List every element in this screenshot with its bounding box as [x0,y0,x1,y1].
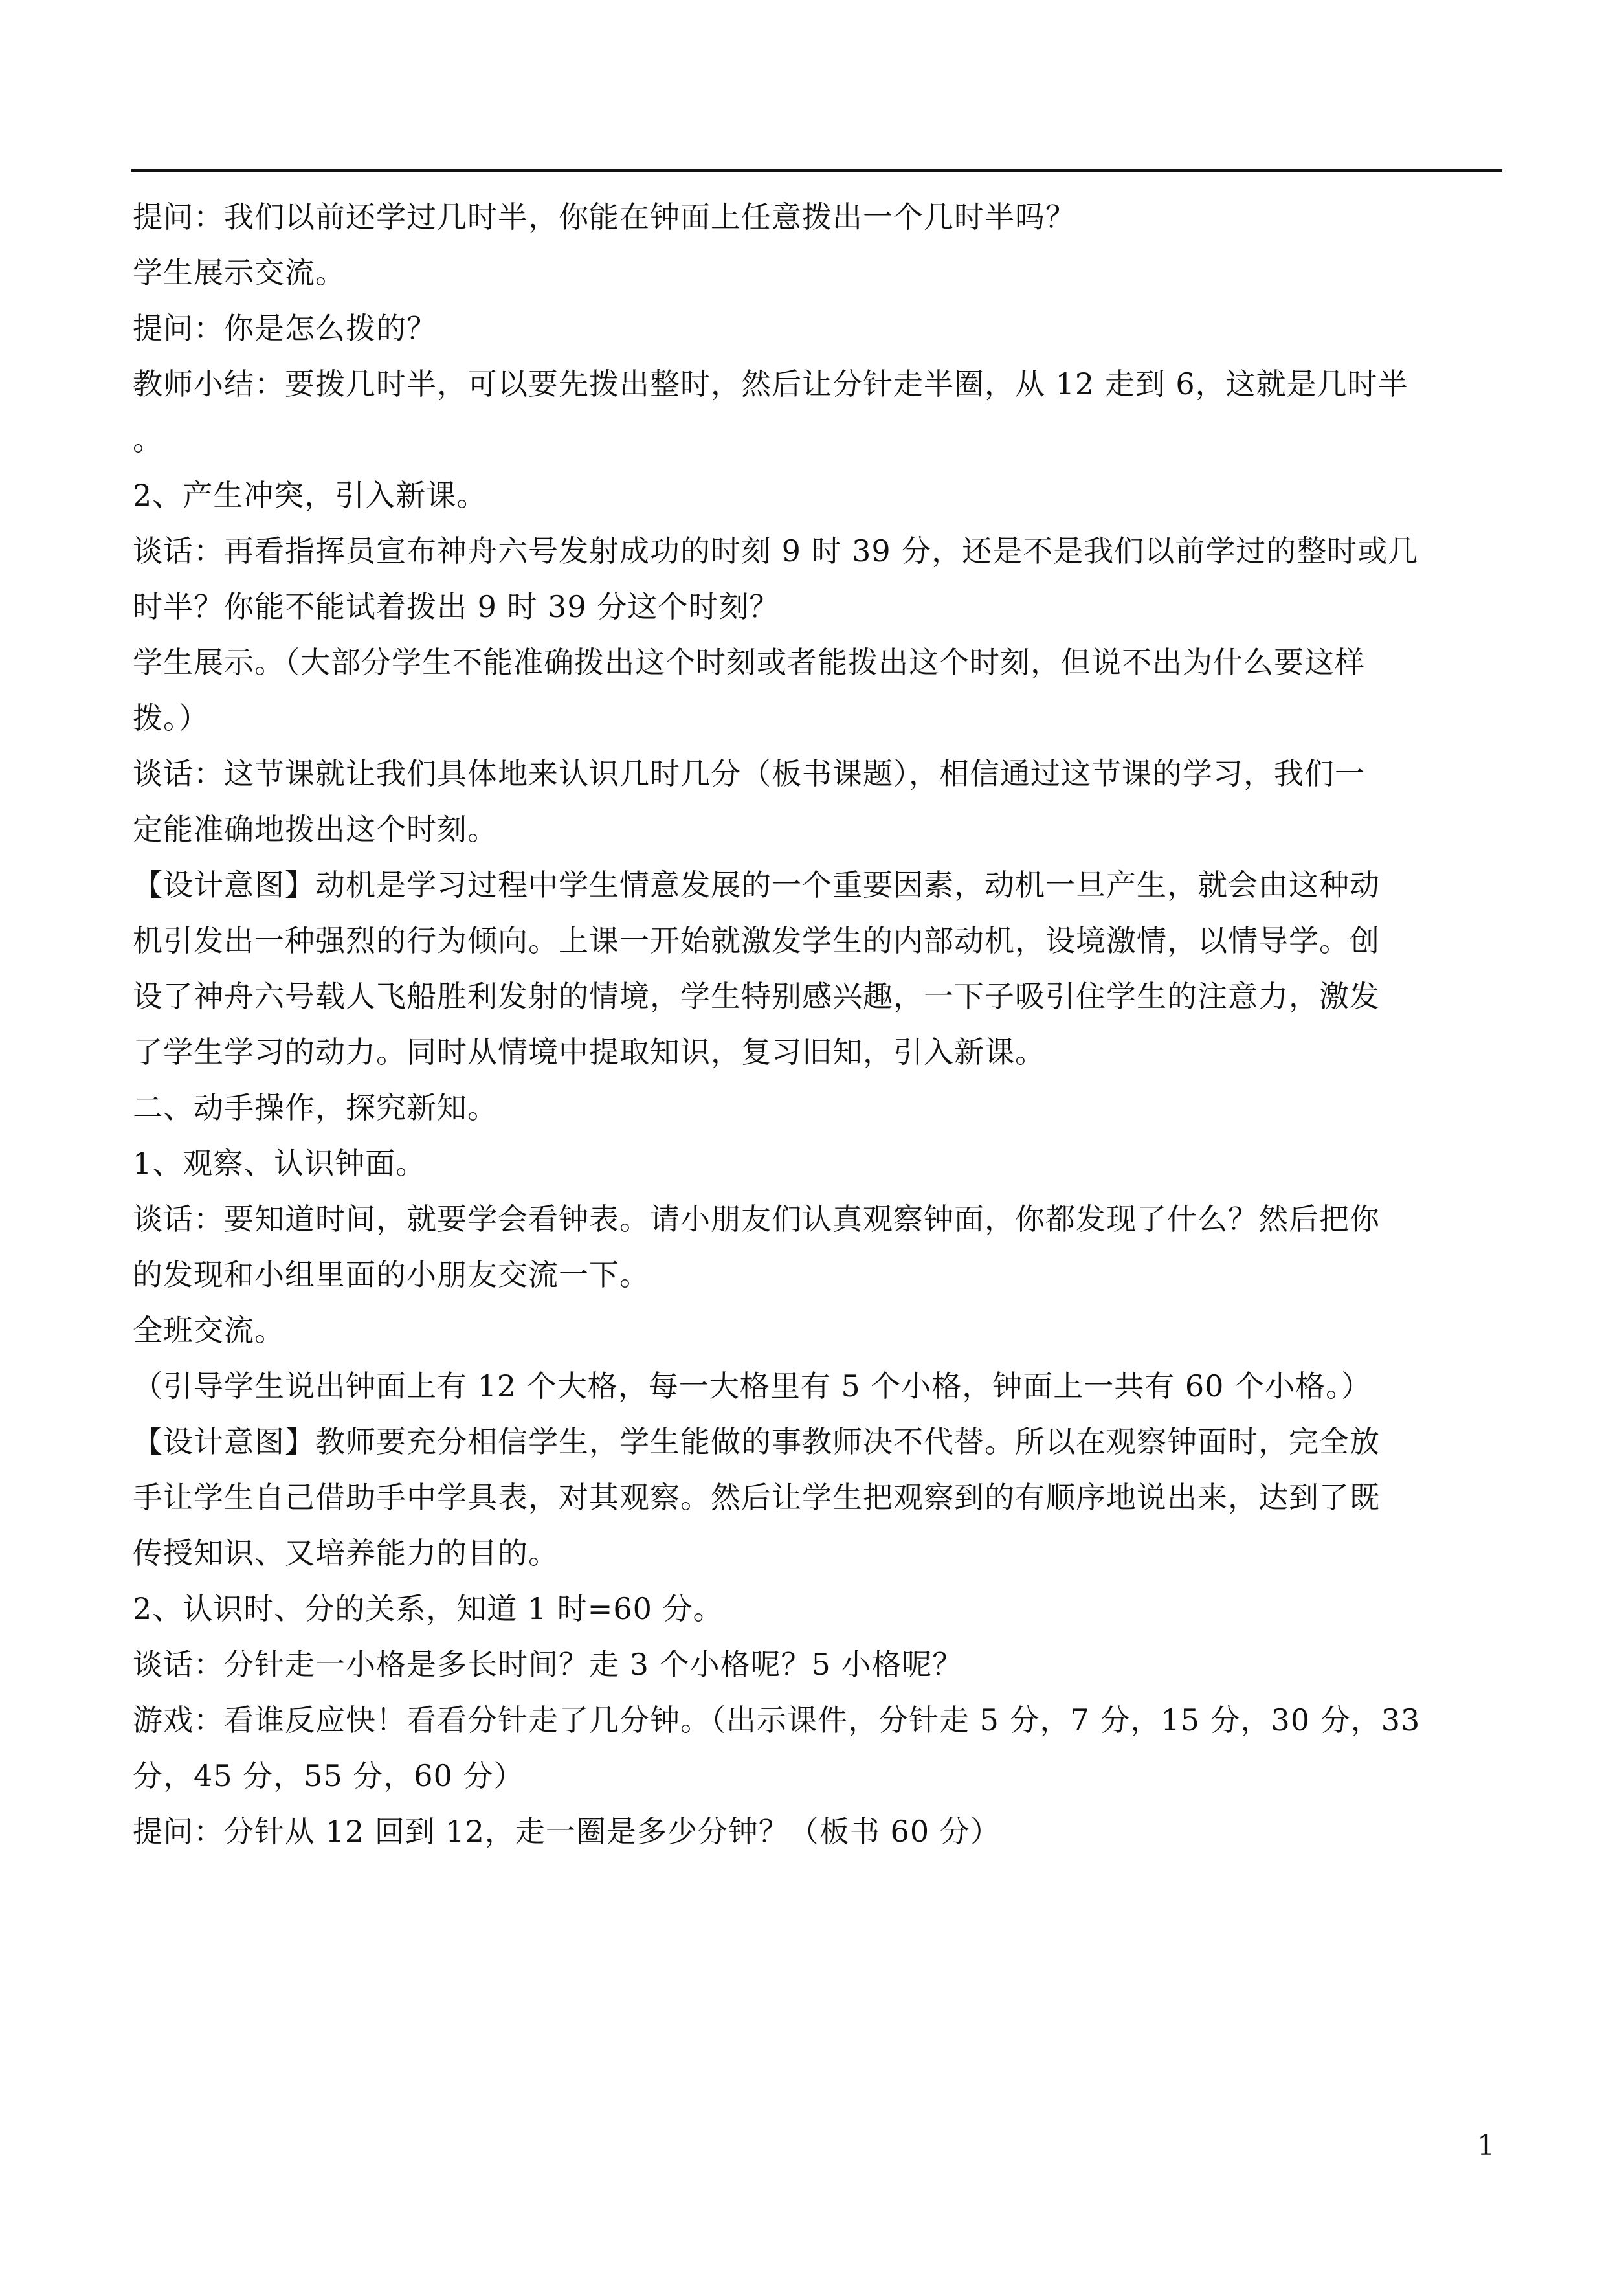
text-line: 学生展示交流。 [133,255,346,290]
text-line: （引导学生说出钟面上有 12 个大格，每一大格里有 5 个小格，钟面上一共有 60 个小格。） [133,1369,1372,1404]
design-intent-line: 【设计意图】教师要充分相信学生，学生能做的事教师决不代替。所以在观察钟面时，完全放 [133,1424,1380,1459]
text-line: 谈话：这节课就让我们具体地来认识几时几分（板书课题），相信通过这节课的学习，我们一 [133,756,1365,791]
section-heading: 二、动手操作，探究新知。 [133,1090,498,1125]
design-intent-line: 机引发出一种强烈的行为倾向。上课一开始就激发学生的内部动机，设境激情，以情导学。创 [133,923,1380,958]
header-rule [131,169,1502,172]
section-heading: 2、产生冲突，引入新课。 [133,478,487,513]
text-line: 提问：你是怎么拨的？ [133,311,437,346]
text-line: 分，45 分，55 分，60 分） [133,1758,524,1793]
section-heading: 2、认识时、分的关系，知道 1 时=60 分。 [133,1591,724,1626]
text-line: 谈话：分针走一小格是多长时间？走 3 个小格呢？5 小格呢？ [133,1647,963,1682]
document-body [133,189,1505,1859]
design-intent-line: 了学生学习的动力。同时从情境中提取知识，复习旧知，引入新课。 [133,1035,1045,1069]
text-line: 谈话：再看指挥员宣布神舟六号发射成功的时刻 9 时 39 分，还是不是我们以前学过的整时或几 [133,533,1419,568]
text-line: 提问：分针从 12 回到 12，走一圈是多少分钟？（板书 60 分） [133,1814,1001,1849]
text-line: 提问：我们以前还学过几时半，你能在钟面上任意拨出一个几时半吗？ [133,199,1076,234]
design-intent-line: 设了神舟六号载人飞船胜利发射的情境，学生特别感兴趣，一下子吸引住学生的注意力，激发 [133,979,1380,1014]
text-line: 学生展示。（大部分学生不能准确拨出这个时刻或者能拨出这个时刻，但说不出为什么要这样 [133,645,1365,680]
text-line: 时半？你能不能试着拨出 9 时 39 分这个时刻？ [133,589,780,624]
text-line: 谈话：要知道时间，就要学会看钟表。请小朋友们认真观察钟面，你都发现了什么？然后把你 [133,1202,1380,1236]
text-line: 游戏：看谁反应快！看看分针走了几分钟。（出示课件，分针走 5 分，7 分，15 分，30 分，33 [133,1703,1421,1738]
page-number: 1 [1477,2129,1495,2162]
text-line: 全班交流。 [133,1313,285,1348]
design-intent-line: 传授知识、又培养能力的目的。 [133,1536,559,1571]
text-line: 教师小结：要拨几时半，可以要先拨出整时，然后让分针走半圈，从 12 走到 6，这就是几时半 [133,366,1408,401]
text-line: 拨。） [133,700,209,735]
text-line: 。 [133,422,163,457]
text-line: 的发现和小组里面的小朋友交流一下。 [133,1257,650,1292]
design-intent-line: 手让学生自己借助手中学具表，对其观察。然后让学生把观察到的有顺序地说出来，达到了既 [133,1480,1380,1515]
design-intent-line: 【设计意图】动机是学习过程中学生情意发展的一个重要因素，动机一旦产生，就会由这种动 [133,867,1380,902]
text-line: 定能准确地拨出这个时刻。 [133,812,498,847]
section-heading: 1、观察、认识钟面。 [133,1146,427,1181]
